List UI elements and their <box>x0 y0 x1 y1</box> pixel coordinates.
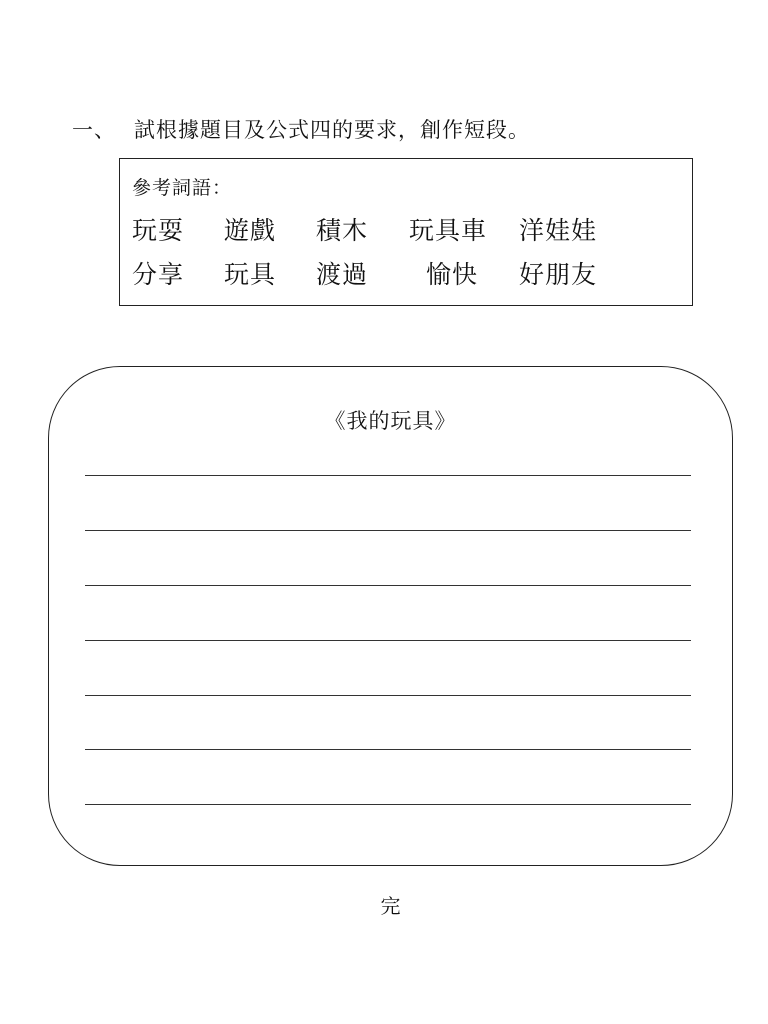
writing-line[interactable] <box>85 749 691 750</box>
vocab-word: 分享 <box>132 260 185 289</box>
writing-line[interactable] <box>85 475 691 476</box>
reference-vocabulary-box <box>119 158 693 306</box>
vocabulary-title: 參考詞語： <box>132 177 233 199</box>
question-heading <box>72 114 530 144</box>
vocab-word: 玩具 <box>224 260 277 289</box>
writing-line[interactable] <box>85 695 691 696</box>
writing-line[interactable] <box>85 640 691 641</box>
writing-line[interactable] <box>85 804 691 805</box>
vocabulary-row-1 <box>120 211 692 247</box>
vocab-word: 玩具車 <box>409 216 488 245</box>
writing-line[interactable] <box>85 530 691 531</box>
vocab-word: 遊戲 <box>224 216 277 245</box>
writing-panel <box>48 366 733 866</box>
writing-line[interactable] <box>85 585 691 586</box>
vocab-word: 渡過 <box>316 260 369 289</box>
vocab-word: 洋娃娃 <box>519 216 598 245</box>
vocab-word: 積木 <box>316 216 369 245</box>
question-number: 一、 <box>72 118 116 142</box>
vocab-word: 好朋友 <box>519 260 598 289</box>
composition-title: 《我的玩具》 <box>324 409 457 433</box>
vocab-word: 愉快 <box>426 260 479 289</box>
vocabulary-row-2 <box>120 255 692 291</box>
end-mark: 完 <box>380 894 401 918</box>
vocab-word: 玩耍 <box>132 216 185 245</box>
question-text: 試根據題目及公式四的要求，創作短段。 <box>134 118 530 142</box>
